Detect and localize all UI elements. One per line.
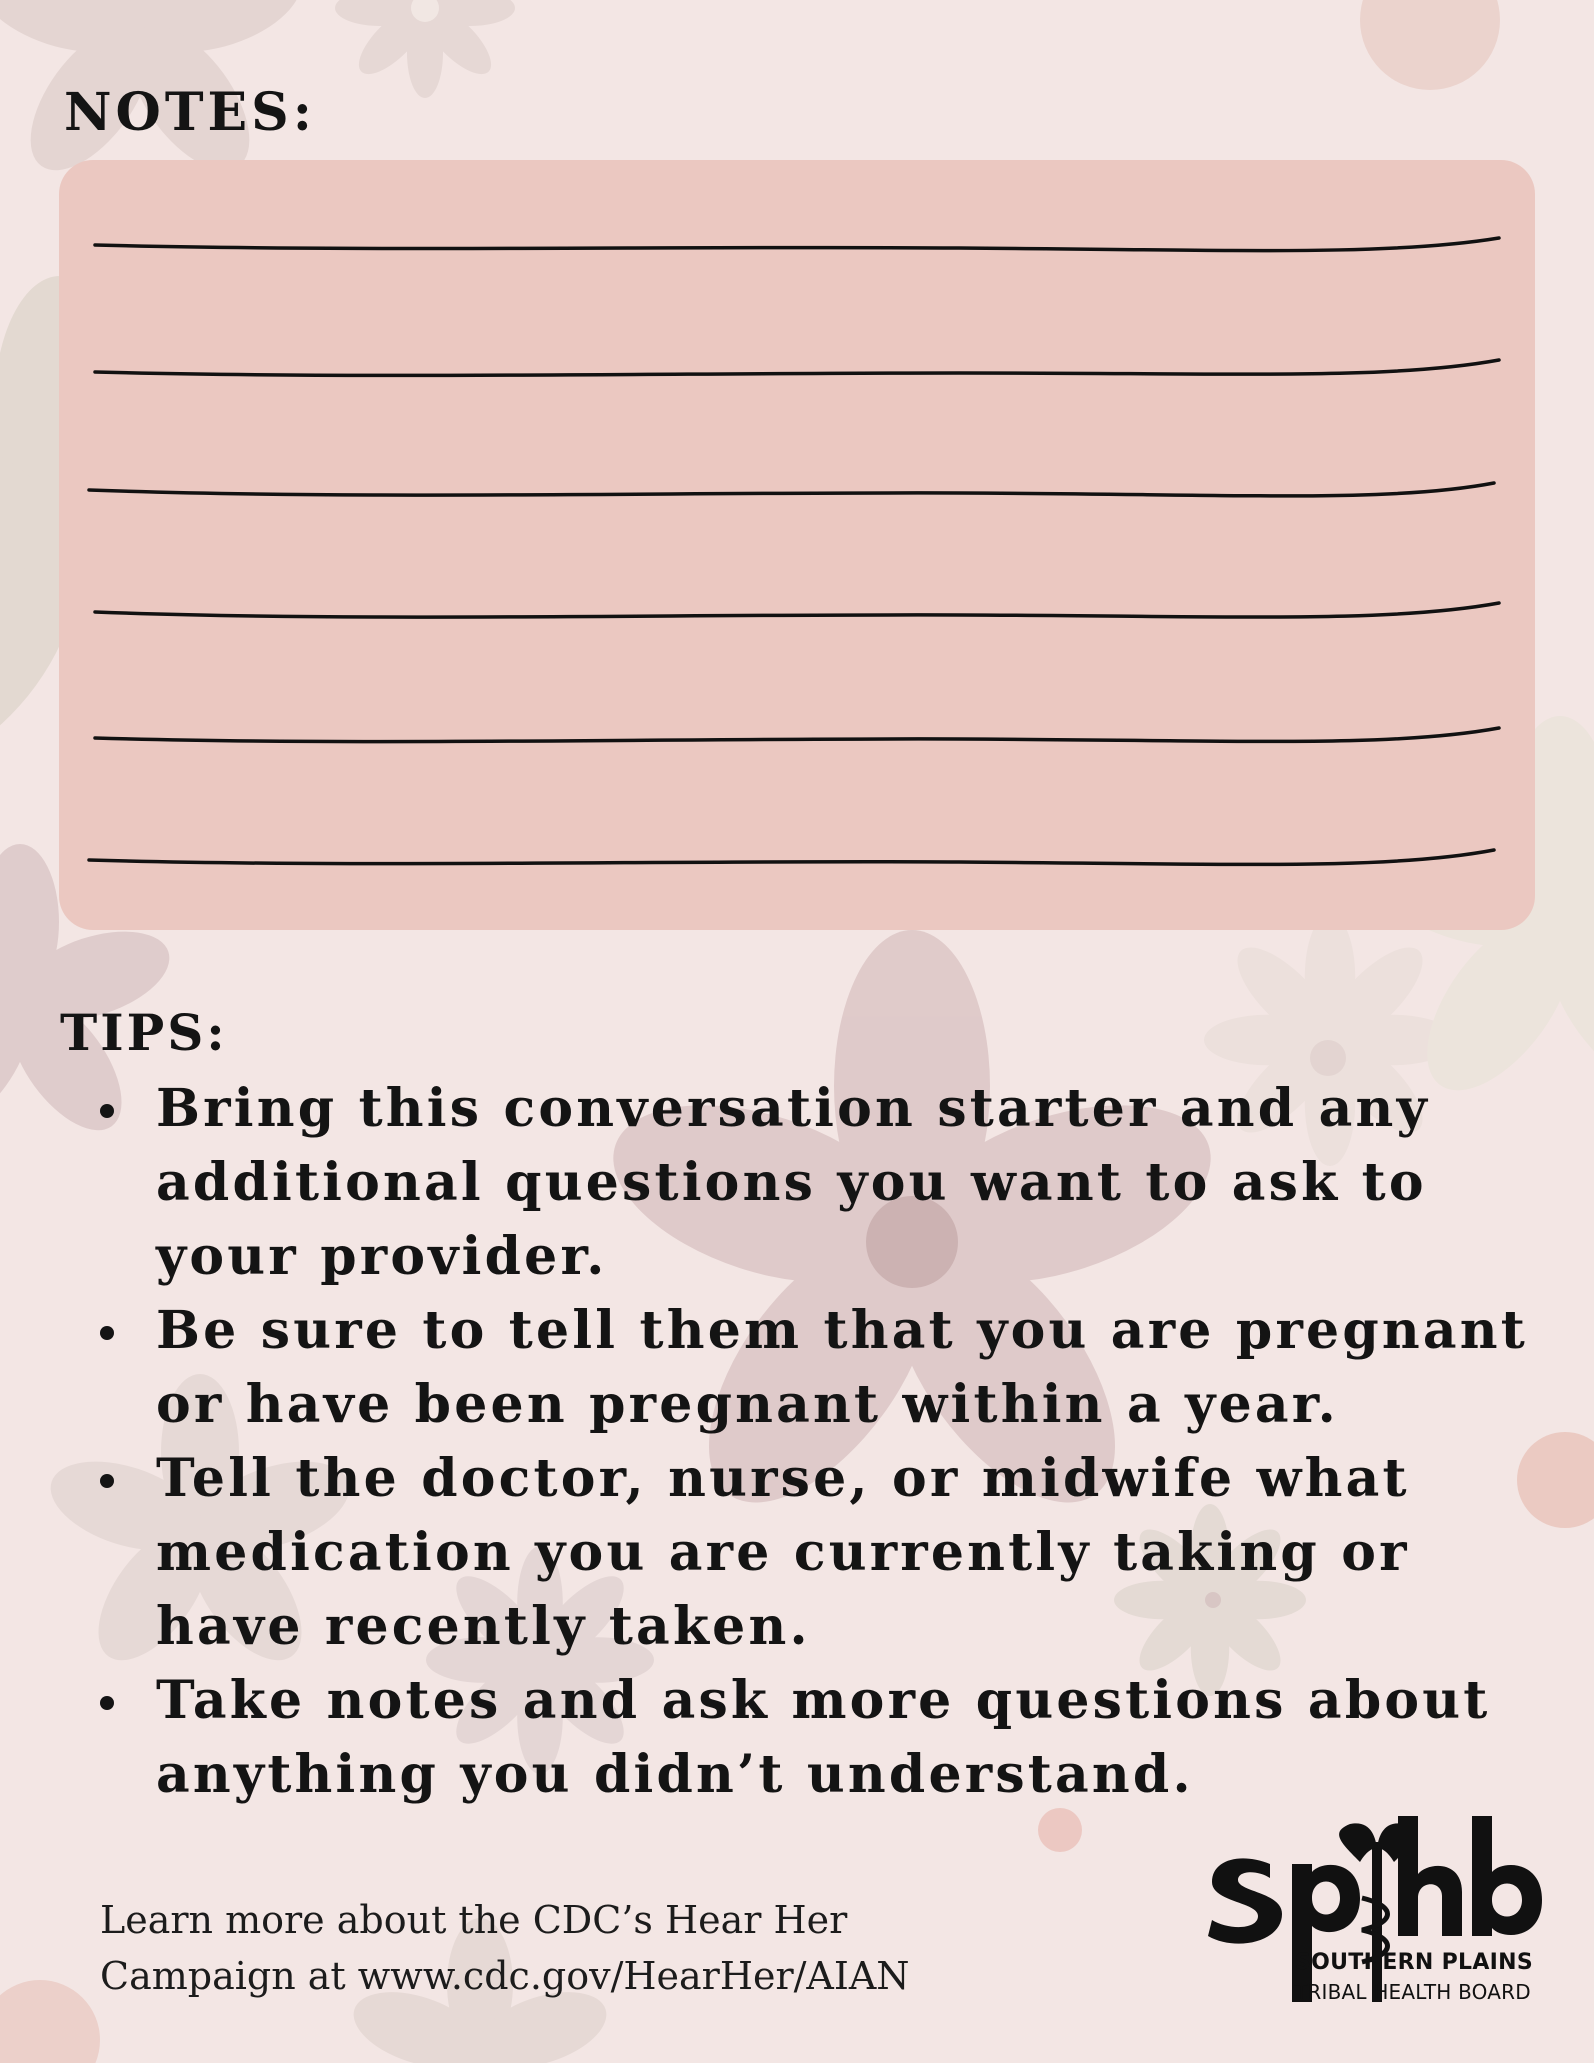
campaign-line-2: Campaign at www.cdc.gov/HearHer/AIAN bbox=[100, 1954, 910, 1998]
bullet-icon bbox=[100, 1326, 114, 1340]
campaign-info bbox=[100, 1892, 1000, 2004]
tips-list bbox=[90, 1072, 1530, 1812]
campaign-line-1: Learn more about the CDC’s Hear Her bbox=[100, 1898, 848, 1942]
notes-line bbox=[95, 603, 1499, 617]
sptbh-logo bbox=[1200, 1802, 1560, 2022]
notes-heading: NOTES: bbox=[64, 82, 316, 143]
ruled-lines bbox=[59, 160, 1535, 930]
bullet-icon bbox=[100, 1696, 114, 1710]
tip-text: Bring this conversation starter and any additional questions you want to ask to your provider. bbox=[156, 1078, 1430, 1287]
tip-text: Tell the doctor, nurse, or midwife what medication you are currently taking or have recently taken. bbox=[156, 1448, 1410, 1657]
tip-item bbox=[90, 1294, 1530, 1442]
tip-item bbox=[90, 1072, 1530, 1294]
notes-line bbox=[95, 360, 1499, 375]
notes-line bbox=[95, 238, 1499, 251]
tip-text: Take notes and ask more questions about anything you didn’t understand. bbox=[156, 1670, 1491, 1805]
tip-text: Be sure to tell them that you are pregnant or have been pregnant within a year. bbox=[156, 1300, 1529, 1435]
bullet-icon bbox=[100, 1104, 114, 1118]
notes-line bbox=[95, 728, 1499, 742]
notes-line bbox=[89, 850, 1494, 864]
bullet-icon bbox=[100, 1474, 114, 1488]
tips-heading: TIPS: bbox=[60, 1003, 228, 1062]
tip-item bbox=[90, 1664, 1530, 1812]
tip-item bbox=[90, 1442, 1530, 1664]
notes-writing-area[interactable] bbox=[59, 160, 1535, 930]
logo-subtitle: TRIBAL HEALTH BOARD bbox=[1295, 1980, 1531, 2004]
logo-name: SOUTHERN PLAINS bbox=[1295, 1950, 1533, 1975]
notes-line bbox=[89, 483, 1494, 496]
